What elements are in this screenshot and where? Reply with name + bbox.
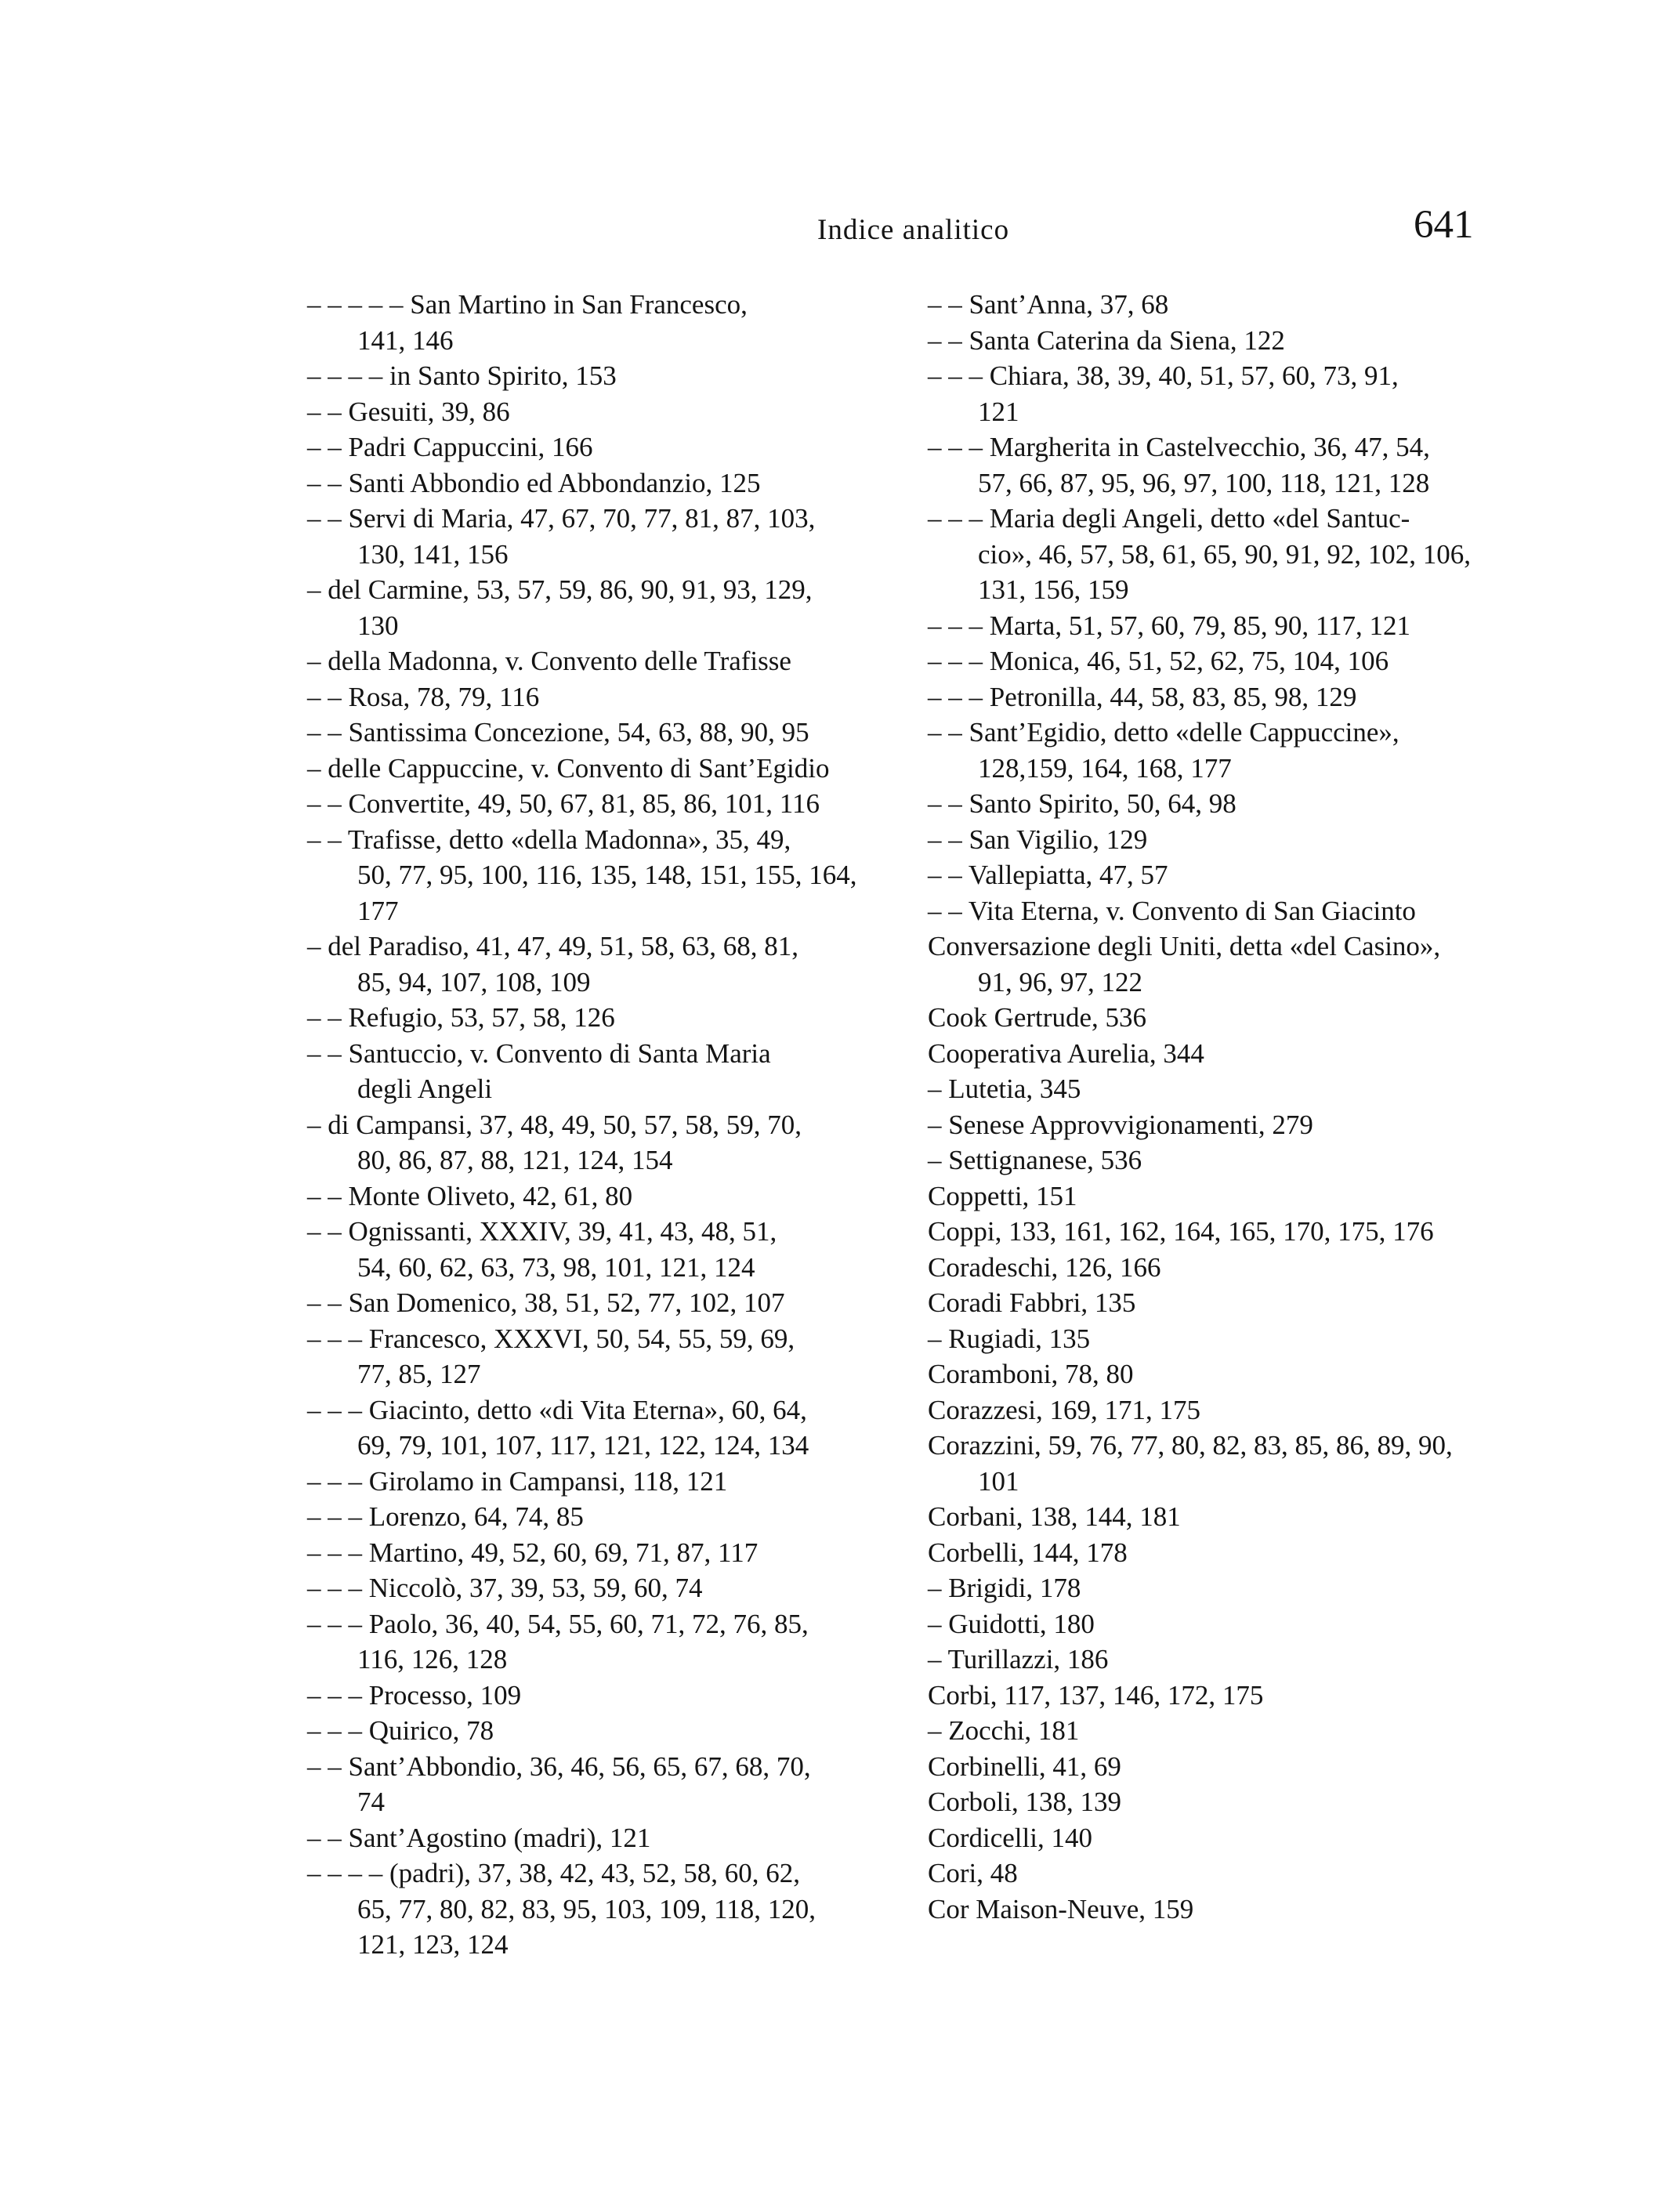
index-entry [307, 1820, 907, 1856]
index-entry [307, 501, 907, 572]
index-column-right [928, 287, 1517, 1963]
index-entry [307, 358, 907, 394]
index-entry [928, 608, 1517, 644]
index-entry [307, 394, 907, 430]
index-entry [928, 1000, 1517, 1036]
index-entry [307, 715, 907, 751]
entry-first-line: Cori, 48 [928, 1858, 1018, 1888]
entry-first-line: Coppi, 133, 161, 162, 164, 165, 170, 175, 176 [928, 1216, 1434, 1247]
index-entry [928, 1678, 1517, 1714]
index-entry [928, 1499, 1517, 1535]
index-entry [928, 501, 1517, 608]
page-header-title: Indice analitico [817, 214, 1010, 246]
entry-first-line: Corboli, 138, 139 [928, 1787, 1121, 1817]
entry-first-line: – del Carmine, 53, 57, 59, 86, 90, 91, 93, 129, [307, 574, 813, 605]
index-entry [928, 323, 1517, 359]
entry-first-line: Coramboni, 78, 80 [928, 1359, 1134, 1389]
index-entry [928, 1178, 1517, 1215]
entry-continuation-line: 121, 123, 124 [357, 1929, 509, 1960]
entry-first-line: – – Santo Spirito, 50, 64, 98 [928, 788, 1236, 819]
entry-first-line: – – Ognissanti, XXXIV, 39, 41, 43, 48, 51, [307, 1216, 777, 1247]
index-entry [928, 1321, 1517, 1357]
entry-first-line: – – Santa Caterina da Siena, 122 [928, 324, 1285, 356]
entry-first-line: Corazzini, 59, 76, 77, 80, 82, 83, 85, 86, 89, 90, [928, 1430, 1453, 1461]
index-entry [307, 1678, 907, 1714]
index-entry [928, 1642, 1517, 1678]
index-entry [928, 1428, 1517, 1499]
entry-first-line: – – Refugio, 53, 57, 58, 126 [307, 1002, 615, 1033]
index-entry [307, 751, 907, 787]
entry-first-line: – – Rosa, 78, 79, 116 [307, 681, 540, 712]
entry-first-line: – Turillazzi, 186 [928, 1644, 1109, 1674]
index-entry [307, 822, 907, 929]
entry-first-line: – – – – in Santo Spirito, 153 [307, 360, 617, 391]
entry-continuation-line: 177 [357, 895, 399, 926]
index-entry [928, 1749, 1517, 1785]
entry-first-line: – – – – (padri), 37, 38, 42, 43, 52, 58, 60, 62, [307, 1858, 800, 1888]
entry-continuation-line: 57, 66, 87, 95, 96, 97, 100, 118, 121, 128 [978, 467, 1430, 498]
entry-first-line: – – Vita Eterna, v. Convento di San Giacinto [928, 895, 1416, 926]
entry-continuation-line: 65, 77, 80, 82, 83, 95, 103, 109, 118, 120, [357, 1893, 816, 1924]
entry-continuation-line: 85, 94, 107, 108, 109 [357, 966, 591, 997]
entry-first-line: – Zocchi, 181 [928, 1715, 1080, 1746]
entry-continuation-line: 130, 141, 156 [357, 538, 509, 570]
index-entry [307, 1178, 907, 1215]
entry-first-line: – – – Petronilla, 44, 58, 83, 85, 98, 129 [928, 681, 1357, 712]
entry-first-line: – – Sant’Agostino (madri), 121 [307, 1822, 651, 1853]
index-entry [928, 1713, 1517, 1749]
entry-first-line: Corbinelli, 41, 69 [928, 1750, 1121, 1782]
index-column-left [307, 287, 907, 1963]
index-entry [928, 1784, 1517, 1820]
entry-continuation-line: 74 [357, 1787, 385, 1817]
entry-first-line: Corbi, 117, 137, 146, 172, 175 [928, 1679, 1264, 1711]
entry-first-line: – – – Margherita in Castelvecchio, 36, 47, 54, [928, 432, 1430, 462]
entry-first-line: Conversazione degli Uniti, detta «del Casino», [928, 931, 1441, 961]
index-entry [307, 1464, 907, 1500]
index-entry [928, 1892, 1517, 1928]
entry-first-line: – – – Quirico, 78 [307, 1715, 494, 1746]
index-entry [928, 1535, 1517, 1571]
index-entry [928, 643, 1517, 679]
entry-first-line: Coradi Fabbri, 135 [928, 1287, 1136, 1318]
entry-continuation-line: cio», 46, 57, 58, 61, 65, 90, 91, 92, 102, 106, [978, 538, 1472, 570]
index-entry [307, 1713, 907, 1749]
index-entry [928, 1392, 1517, 1428]
index-entry [307, 287, 907, 358]
entry-first-line: Coppetti, 151 [928, 1180, 1077, 1211]
entry-continuation-line: 80, 86, 87, 88, 121, 124, 154 [357, 1145, 673, 1175]
entry-first-line: – – Sant’Egidio, detto «delle Cappuccine», [928, 717, 1399, 748]
index-entry [307, 1214, 907, 1285]
entry-continuation-line: 91, 96, 97, 122 [978, 966, 1142, 997]
entry-first-line: – – – Lorenzo, 64, 74, 85 [307, 1501, 584, 1532]
index-entry [307, 1570, 907, 1606]
index-entry [928, 1214, 1517, 1250]
index-entry [307, 679, 907, 715]
entry-first-line: Cordicelli, 140 [928, 1822, 1092, 1853]
entry-first-line: – di Campansi, 37, 48, 49, 50, 57, 58, 59, 70, [307, 1109, 802, 1140]
index-entry [307, 1499, 907, 1535]
entry-first-line: Corazzesi, 169, 171, 175 [928, 1394, 1200, 1425]
index-entry [928, 358, 1517, 429]
entry-continuation-line: 116, 126, 128 [357, 1644, 508, 1674]
index-entry [928, 1820, 1517, 1856]
index-entry [928, 857, 1517, 893]
index-entry [928, 1107, 1517, 1143]
index-entry [307, 572, 907, 643]
index-entry [307, 1535, 907, 1571]
entry-first-line: – – Santi Abbondio ed Abbondanzio, 125 [307, 467, 761, 498]
index-entry [928, 1142, 1517, 1178]
entry-continuation-line: 130 [357, 610, 399, 641]
entry-first-line: – – – Processo, 109 [307, 1679, 522, 1711]
entry-first-line: – – Servi di Maria, 47, 67, 70, 77, 81, 87, 103, [307, 503, 816, 534]
entry-first-line: – – Padri Cappuccini, 166 [307, 432, 593, 462]
index-entry [928, 1606, 1517, 1642]
entry-continuation-line: 128,159, 164, 168, 177 [978, 752, 1232, 784]
entry-first-line: – – – Girolamo in Campansi, 118, 121 [307, 1465, 728, 1497]
page-number: 641 [1414, 203, 1474, 247]
index-entry [307, 1392, 907, 1464]
entry-first-line: – – San Vigilio, 129 [928, 824, 1148, 855]
entry-first-line: – della Madonna, v. Convento delle Trafisse [307, 646, 791, 676]
index-entry [928, 1285, 1517, 1321]
entry-first-line: – Lutetia, 345 [928, 1073, 1081, 1104]
index-entry [928, 1250, 1517, 1286]
entry-first-line: – del Paradiso, 41, 47, 49, 51, 58, 63, 68, 81, [307, 931, 799, 961]
index-entry [928, 679, 1517, 715]
entry-first-line: – – Santuccio, v. Convento di Santa Maria [307, 1037, 771, 1069]
entry-first-line: Corbani, 138, 144, 181 [928, 1501, 1181, 1532]
index-entry [928, 786, 1517, 822]
index-entry [307, 1749, 907, 1820]
index-entry [928, 893, 1517, 929]
index-entry [307, 1321, 907, 1392]
entry-first-line: – – Sant’Abbondio, 36, 46, 56, 65, 67, 68, 70, [307, 1750, 811, 1782]
index-entry [307, 429, 907, 465]
entry-first-line: Corbelli, 144, 178 [928, 1537, 1128, 1568]
entry-continuation-line: degli Angeli [357, 1073, 493, 1104]
index-entry [928, 1071, 1517, 1107]
entry-continuation-line: 141, 146 [357, 324, 454, 356]
entry-continuation-line: 77, 85, 127 [357, 1359, 481, 1389]
index-entry [307, 1107, 907, 1178]
index-entry [307, 1855, 907, 1963]
entry-first-line: – – – Paolo, 36, 40, 54, 55, 60, 71, 72, 76, 85, [307, 1608, 809, 1639]
index-entry [307, 1285, 907, 1321]
entry-first-line: – – Vallepiatta, 47, 57 [928, 860, 1168, 890]
entry-first-line: – Guidotti, 180 [928, 1608, 1095, 1639]
index-entry [928, 1036, 1517, 1072]
index-entry [928, 929, 1517, 1000]
entry-first-line: Cook Gertrude, 536 [928, 1002, 1146, 1033]
entry-first-line: Cor Maison-Neuve, 159 [928, 1893, 1194, 1924]
index-entry [307, 465, 907, 501]
entry-first-line: – – Sant’Anna, 37, 68 [928, 289, 1169, 320]
index-entry [928, 1356, 1517, 1392]
index-entry [307, 643, 907, 679]
entry-first-line: – – – Niccolò, 37, 39, 53, 59, 60, 74 [307, 1573, 703, 1603]
entry-first-line: – – Trafisse, detto «della Madonna», 35, 49, [307, 824, 791, 855]
index-entry [928, 429, 1517, 501]
entry-first-line: Coradeschi, 126, 166 [928, 1251, 1161, 1283]
entry-first-line: – – – – – San Martino in San Francesco, [307, 289, 748, 320]
index-entry [307, 1606, 907, 1678]
entry-first-line: – – – Marta, 51, 57, 60, 79, 85, 90, 117, 121 [928, 610, 1411, 641]
index-entry [307, 1036, 907, 1107]
index-columns [307, 287, 1517, 1963]
entry-first-line: – – Santissima Concezione, 54, 63, 88, 90, 95 [307, 717, 809, 748]
index-entry [307, 929, 907, 1000]
index-entry [928, 1570, 1517, 1606]
index-entry [928, 287, 1517, 323]
entry-first-line: – – San Domenico, 38, 51, 52, 77, 102, 107 [307, 1287, 785, 1318]
entry-continuation-line: 50, 77, 95, 100, 116, 135, 148, 151, 155, 164, [357, 860, 857, 890]
index-entry [307, 1000, 907, 1036]
entry-first-line: – Brigidi, 178 [928, 1573, 1081, 1603]
entry-continuation-line: 54, 60, 62, 63, 73, 98, 101, 121, 124 [357, 1251, 755, 1283]
entry-first-line: – Settignanese, 536 [928, 1145, 1142, 1175]
entry-first-line: – – – Maria degli Angeli, detto «del Santuc- [928, 503, 1410, 534]
entry-first-line: – – – Martino, 49, 52, 60, 69, 71, 87, 117 [307, 1537, 759, 1568]
entry-first-line: – – Monte Oliveto, 42, 61, 80 [307, 1180, 633, 1211]
index-entry [928, 822, 1517, 858]
entry-first-line: Cooperativa Aurelia, 344 [928, 1037, 1204, 1069]
entry-first-line: – – Gesuiti, 39, 86 [307, 396, 510, 427]
entry-first-line: – – Convertite, 49, 50, 67, 81, 85, 86, 101, 116 [307, 788, 820, 819]
entry-continuation-line: 101 [978, 1465, 1019, 1497]
entry-first-line: – delle Cappuccine, v. Convento di Sant’Egidio [307, 752, 830, 784]
index-entry [928, 715, 1517, 786]
index-entry [307, 786, 907, 822]
entry-first-line: – – – Francesco, XXXVI, 50, 54, 55, 59, 69, [307, 1323, 795, 1354]
entry-continuation-line: 131, 156, 159 [978, 574, 1129, 605]
index-entry [928, 1855, 1517, 1892]
entry-continuation-line: 121 [978, 396, 1019, 427]
entry-first-line: – Rugiadi, 135 [928, 1323, 1091, 1354]
entry-first-line: – Senese Approvvigionamenti, 279 [928, 1109, 1313, 1140]
entry-continuation-line: 69, 79, 101, 107, 117, 121, 122, 124, 134 [357, 1430, 809, 1461]
entry-first-line: – – – Giacinto, detto «di Vita Eterna», 60, 64, [307, 1394, 807, 1425]
entry-first-line: – – – Monica, 46, 51, 52, 62, 75, 104, 106 [928, 646, 1389, 676]
entry-first-line: – – – Chiara, 38, 39, 40, 51, 57, 60, 73, 91, [928, 360, 1399, 391]
